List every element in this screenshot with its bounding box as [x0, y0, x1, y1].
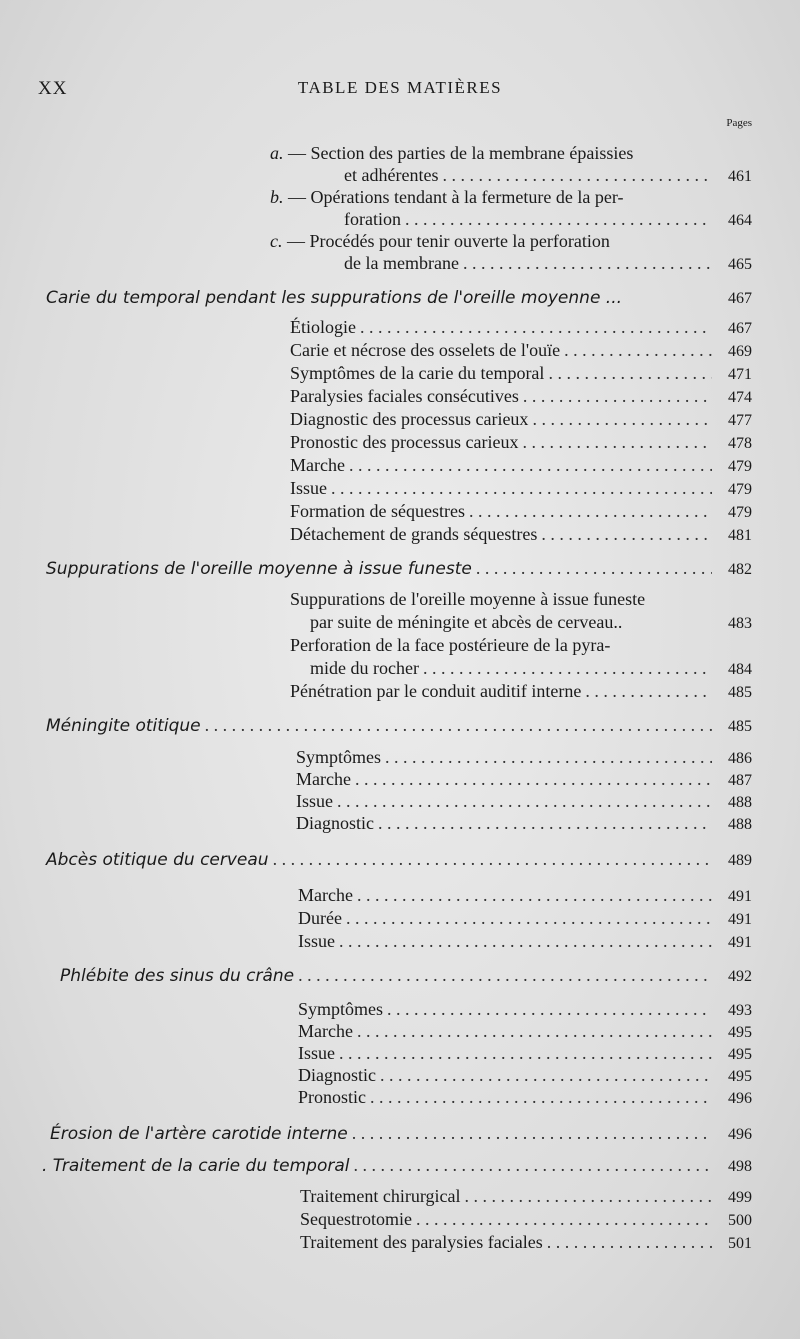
toc-entry-sequestrotomie: Sequestrotomie . . . 500 — [300, 1208, 752, 1232]
toc-entry-a-line1: a. — Section des parties de la membrane épaissies — [270, 143, 634, 163]
leader-dots — [339, 1042, 712, 1064]
leader-dots — [385, 746, 712, 768]
page-number: 495 — [728, 1068, 752, 1085]
page-number: 469 — [728, 343, 752, 360]
page-number: 496 — [728, 1126, 752, 1143]
running-title: TABLE DES MATIÈRES — [297, 78, 503, 97]
leader-dots — [273, 848, 712, 870]
page-number: 483 — [728, 615, 752, 632]
toc-entry-perforation-line2: mide du rocher . . . 484 — [310, 657, 752, 681]
page-number: 488 — [728, 816, 752, 833]
toc-entry-issue: Issue . . . 488 — [296, 790, 752, 814]
toc-entry-sequestres: Formation de séquestres . . . 479 — [290, 500, 752, 524]
toc-entry-c-line1: c. — Procédés pour tenir ouverte la perforation — [270, 231, 610, 251]
page-number: 481 — [728, 527, 752, 544]
toc-section-suppurations: Suppurations de l'oreille moyenne à issue funeste . . . 482 — [46, 557, 752, 581]
page-number: 485 — [728, 718, 752, 735]
page-number: 478 — [728, 435, 752, 452]
toc-entry-penetration: Pénétration par le conduit auditif interne . . . 485 — [290, 680, 752, 704]
page-number: 496 — [728, 1090, 752, 1107]
toc-entry-marche: Marche . . . 479 — [290, 454, 752, 478]
leader-dots — [337, 790, 712, 812]
leader-dots — [585, 680, 712, 702]
page-number: 495 — [728, 1046, 752, 1063]
toc-entry-b-line1: b. — Opérations tendant à la fermeture de la per- — [270, 187, 624, 207]
toc-entry-perforation-line1: Perforation de la face postérieure de la pyra- — [290, 635, 611, 655]
leader-dots — [205, 714, 712, 736]
page-number: 500 — [728, 1212, 752, 1229]
toc-entry-traitement-chirurgical: Traitement chirurgical . . . 499 — [300, 1185, 752, 1209]
leader-dots — [541, 523, 712, 545]
page-number: 492 — [728, 968, 752, 985]
leader-dots — [523, 385, 712, 407]
toc-entry-pronostic: Pronostic . . . 496 — [298, 1086, 752, 1110]
leader-dots — [469, 500, 712, 522]
toc-entry-etiologie: Étiologie . . . 467 — [290, 316, 752, 340]
leader-dots — [339, 930, 712, 952]
toc-entry-a-line2: et adhérentes . . . 461 — [344, 164, 752, 188]
toc-entry-marche: Marche . . . 491 — [298, 884, 752, 908]
toc-section-erosion: Érosion de l'artère carotide interne . . . 496 — [50, 1122, 752, 1146]
leader-dots — [331, 477, 712, 499]
page-number: 495 — [728, 1024, 752, 1041]
toc-entry-symptomes: Symptômes . . . 493 — [298, 998, 752, 1022]
leader-dots — [349, 454, 712, 476]
page-number: 461 — [728, 168, 752, 185]
page-number: 484 — [728, 661, 752, 678]
leader-dots — [355, 768, 712, 790]
page-number: 488 — [728, 794, 752, 811]
leader-dots — [370, 1086, 712, 1108]
toc-entry-b-line2: foration . . . 464 — [344, 208, 752, 232]
toc-entry-issue: Issue . . . 479 — [290, 477, 752, 501]
leader-dots — [380, 1064, 712, 1086]
leader-dots — [522, 431, 712, 453]
leader-dots — [378, 812, 712, 834]
toc-entry-pronostic-carieux: Pronostic des processus carieux . . . 478 — [290, 431, 752, 455]
leader-dots — [346, 907, 712, 929]
leader-dots — [416, 1208, 712, 1230]
toc-entry-diagnostic: Diagnostic . . . 495 — [298, 1064, 752, 1088]
toc-entry-issue: Issue . . . 495 — [298, 1042, 752, 1066]
toc-section-traitement: . Traitement de la carie du temporal . . . 498 — [42, 1154, 752, 1178]
toc-entry-marche: Marche . . . 495 — [298, 1020, 752, 1044]
page-number: 487 — [728, 772, 752, 789]
page-number: 491 — [728, 888, 752, 905]
page-number: 477 — [728, 412, 752, 429]
toc-entry-duree: Durée . . . 491 — [298, 907, 752, 931]
page-number: 479 — [728, 481, 752, 498]
page-number: 471 — [728, 366, 752, 383]
leader-dots — [547, 1231, 712, 1253]
page-number: 491 — [728, 911, 752, 928]
toc-section-phlebite: Phlébite des sinus du crâne . . . 492 — [60, 964, 752, 988]
leader-dots — [464, 1185, 712, 1207]
pages-column-label: Pages — [726, 117, 752, 129]
toc-entry-paralysies: Paralysies faciales consécutives . . . 474 — [290, 385, 752, 409]
toc-entry-diagnostic: Diagnostic . . . 488 — [296, 812, 752, 836]
page-number: 465 — [728, 256, 752, 273]
toc-section-carie-du-temporal: Carie du temporal pendant les suppurations de l'oreille moyenne ... 467 — [46, 288, 752, 308]
page-number: 498 — [728, 1158, 752, 1175]
toc-entry-diagnostic-carieux: Diagnostic des processus carieux . . . 477 — [290, 408, 752, 432]
toc-section-meningite: Méningite otitique . . . 485 — [46, 714, 752, 738]
toc-entry-suppurations-line1: Suppurations de l'oreille moyenne à issue funeste — [290, 589, 646, 609]
page-folio: XX — [38, 78, 68, 99]
page-number: 486 — [728, 750, 752, 767]
leader-dots — [548, 362, 712, 384]
toc-entry-issue: Issue . . . 491 — [298, 930, 752, 954]
leader-dots — [387, 998, 712, 1020]
page-number: 479 — [728, 504, 752, 521]
leader-dots — [357, 884, 712, 906]
toc-entry-c-line2: de la membrane . . . 465 — [344, 252, 752, 276]
toc-entry-carie-osselets: Carie et nécrose des osselets de l'ouïe . . . 469 — [290, 339, 752, 363]
page-number: 482 — [728, 561, 752, 578]
leader-dots — [298, 964, 712, 986]
leader-dots — [532, 408, 712, 430]
page-number: 489 — [728, 852, 752, 869]
toc-section-abces: Abcès otitique du cerveau . . . 489 — [46, 848, 752, 872]
leader-dots — [564, 339, 712, 361]
leader-dots — [423, 657, 712, 679]
leader-dots — [476, 557, 712, 579]
page-number: 501 — [728, 1235, 752, 1252]
page-number: 467 — [728, 320, 752, 337]
toc-entry-symptomes-carie: Symptômes de la carie du temporal . . . 471 — [290, 362, 752, 386]
page-number: 491 — [728, 934, 752, 951]
leader-dots — [357, 1020, 712, 1042]
toc-entry-symptomes: Symptômes . . . 486 — [296, 746, 752, 770]
page-number: 485 — [728, 684, 752, 701]
toc-entry-marche: Marche . . . 487 — [296, 768, 752, 792]
page-number: 464 — [728, 212, 752, 229]
leader-dots — [405, 208, 712, 230]
page-number: 493 — [728, 1002, 752, 1019]
page-number: 467 — [728, 290, 752, 307]
toc-entry-traitement-paralysies: Traitement des paralysies faciales . . . 501 — [300, 1231, 752, 1255]
leader-dots — [352, 1122, 712, 1144]
toc-entry-suppurations-line2: par suite de méningite et abcès de cerveau.. 483 — [310, 611, 752, 635]
page-number: 474 — [728, 389, 752, 406]
leader-dots — [360, 316, 712, 338]
leader-dots — [463, 252, 712, 274]
leader-dots — [442, 164, 712, 186]
page-number: 479 — [728, 458, 752, 475]
toc-entry-grands-sequestres: Détachement de grands séquestres . . . 481 — [290, 523, 752, 547]
leader-dots — [354, 1154, 712, 1176]
page-number: 499 — [728, 1189, 752, 1206]
